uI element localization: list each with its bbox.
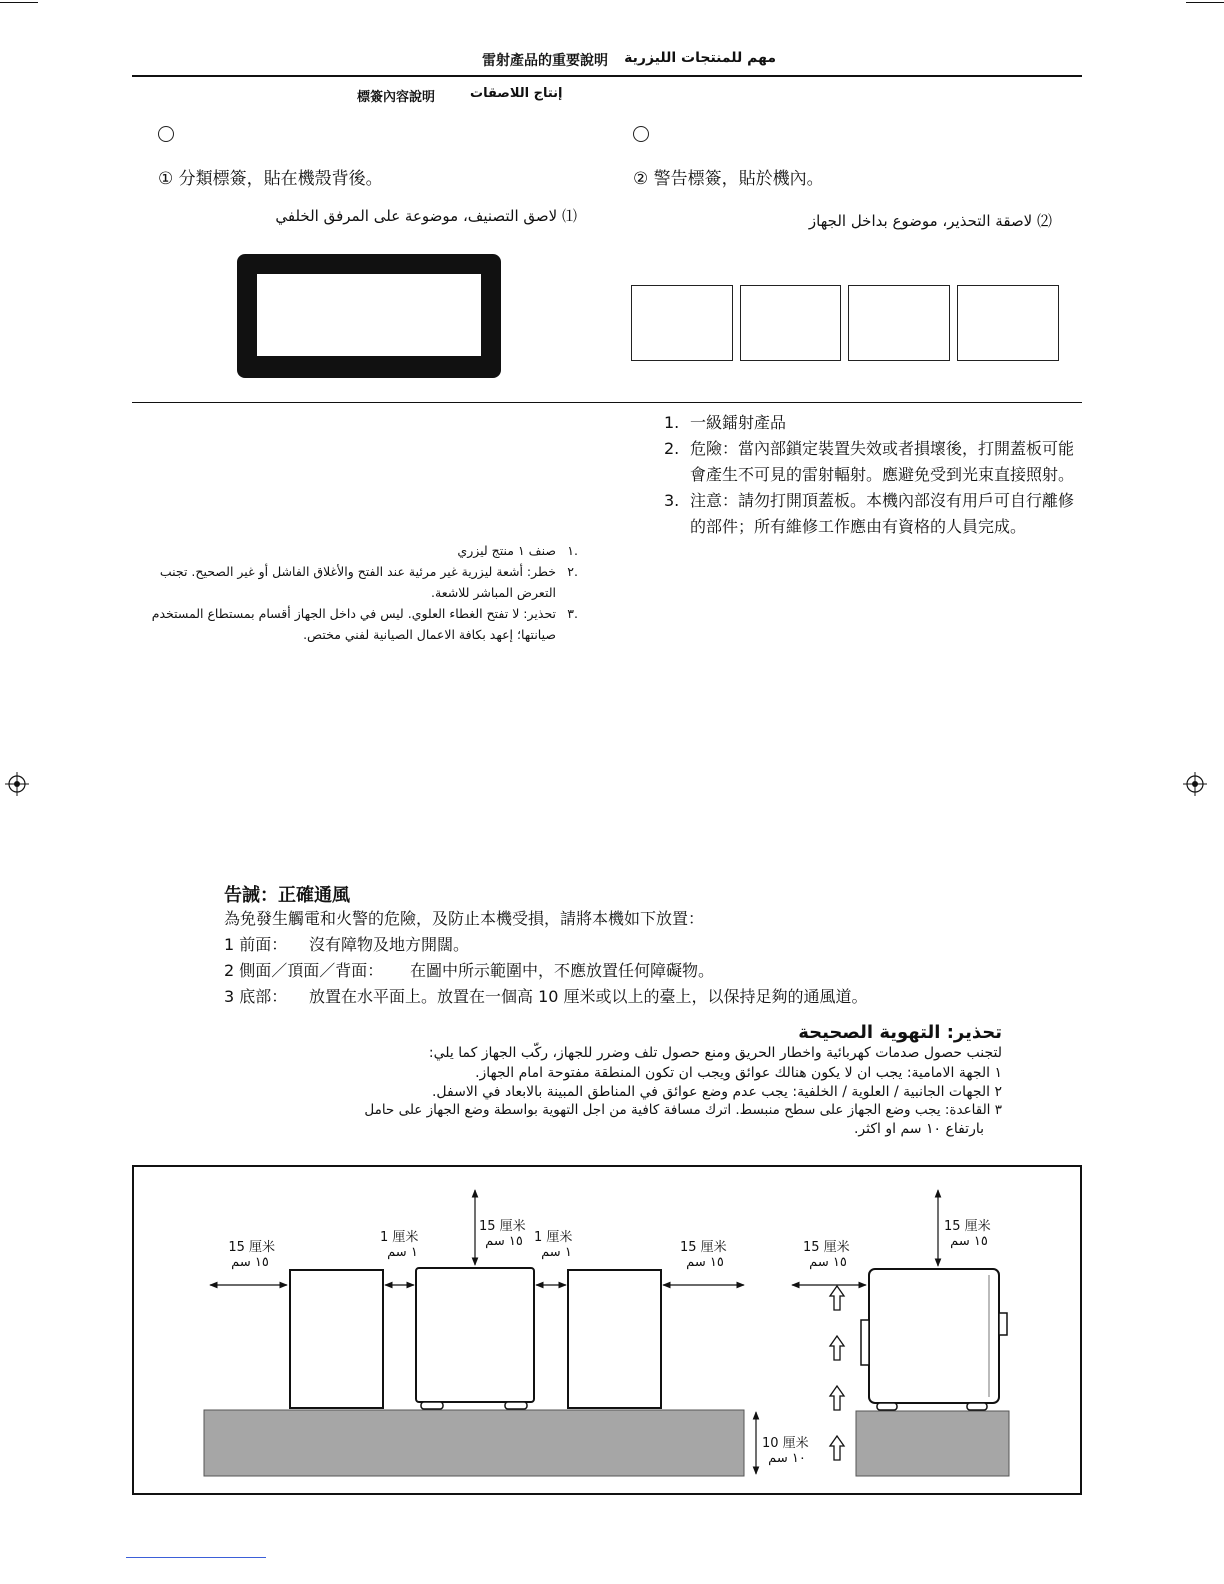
label2-ar: ⑵ لاصقة التحذير، موضوع بداخل الجهاز: [808, 212, 1052, 230]
class1-label-frame: [237, 254, 501, 378]
note-zh: 2. 危險：當內部鎖定裝置失效或者損壞後，打開蓋板可能會產生不可見的雷射輻射。應避免受到光束直接照射。: [664, 439, 1075, 484]
header-title-ar: مهم للمنتجات الليزرية: [624, 50, 776, 66]
dimension-label: 15 厘米 ١٥ سم: [944, 1219, 991, 1249]
dimension-label: 15 厘米 ١٥ سم: [228, 1240, 275, 1270]
dimension-label: 10 厘米 ١٠ سم: [762, 1436, 809, 1466]
unit-foot: [877, 1403, 897, 1410]
ventilation-intro-zh: 為免發生觸電和火警的危險，及防止本機受損，請將本機如下放置：: [224, 909, 705, 928]
ventilation-item-zh: 2 側面／頂面／背面： 在圖中所示範圍中，不應放置任何障礙物。: [224, 961, 715, 980]
warning-label-box: [848, 285, 950, 361]
registration-mark-icon: [1183, 772, 1207, 796]
label2-zh: ② 警告標簽，貼於機內。: [633, 169, 824, 189]
unit-side-knob: [999, 1313, 1007, 1335]
note-ar: .٣ تحذير: لا تفتح الغطاء العلوي. ليس في داخل الجهاز أقسام بمستطاع المستخدم صيانتها؛ إعهد بكافة الاعمال الصيانية لفني مختص.: [151, 606, 578, 642]
warning-label-box: [957, 285, 1059, 361]
footer-blue-line: [126, 1557, 266, 1558]
warning-label-box: [631, 285, 733, 361]
section-rule: [132, 402, 1082, 403]
crop-mark-top-right: [1186, 2, 1224, 3]
header-title-zh: 雷射產品的重要說明: [482, 53, 608, 69]
note-ar: .٢ خطر: أشعة ليزرية غير مرئية عند الفتح والأغلاق الفاشل أو غير الصحيح. تجنب التعرض المباشر للاشعة.: [159, 564, 578, 600]
main-unit-side: [869, 1269, 999, 1403]
label1-zh: ① 分類標簽，貼在機殼背後。: [158, 169, 383, 189]
unit-foot: [421, 1402, 443, 1409]
ventilation-intro-ar: لتجنب حصول صدمات كهربائية واخطار الحريق ومنع حصول تلف وضرر للجهاز، ركّب الجهاز كما يلي:: [428, 1045, 1002, 1061]
unit-side-front-panel: [861, 1320, 869, 1365]
label1-ar: ⑴ لاصق التصنيف، موضوعة على المرفق الخلفي: [275, 207, 577, 225]
notes-zh: [664, 410, 1082, 540]
speaker-left: [290, 1270, 383, 1408]
ventilation-item-zh: 1 前面： 沒有障物及地方開闊。: [224, 935, 470, 954]
note-ar: .١ صنف ١ منتج ليزري: [457, 543, 578, 558]
main-unit-front: [416, 1268, 534, 1402]
ventilation-title-zh: 告誡：正確通風: [224, 885, 350, 906]
label-hole-left: [158, 126, 174, 142]
dimension-label: 15 厘米 ١٥ سم: [803, 1240, 850, 1270]
dimension-label: 1 厘米 ١ سم: [534, 1230, 573, 1260]
base-stand: [856, 1411, 1009, 1476]
note-zh: 3. 注意：請勿打開頂蓋板。本機內部沒有用戶可自行離修的部件；所有維修工作應由有資格的人員完成。: [664, 491, 1075, 536]
ventilation-line-ar: ٢ الجهات الجانبية / العلوية / الخلفية: يجب عدم وضع عوائق في المناطق المبينة بالابعاد في الاسفل.: [431, 1084, 1002, 1100]
label-subtitle-zh: 標簽內容說明: [357, 90, 436, 105]
ventilation-item-zh: 3 底部： 放置在水平面上。放置在一個高 10 厘米或以上的臺上，以保持足夠的通風道。: [224, 987, 868, 1006]
header-rule: [132, 75, 1082, 77]
label-subtitle-ar: إنتاج اللاصقات: [470, 86, 563, 101]
unit-foot: [967, 1403, 987, 1410]
label-hole-right: [633, 126, 649, 142]
note-zh: 1. 一級鐳射產品: [664, 413, 787, 432]
ventilation-line-ar: بارتفاع ١٠ سم او اكثر.: [853, 1121, 984, 1137]
ventilation-line-ar: ٣ القاعدة: يجب وضع الجهاز على سطح منبسط. اترك مسافة كافية من اجل التهوية بواسطة وضع الجهاز على حامل: [364, 1102, 1002, 1118]
speaker-right: [568, 1270, 661, 1408]
dimension-label: 1 厘米 ١ سم: [380, 1230, 419, 1260]
notes-ar: [136, 540, 578, 645]
base-stand: [204, 1410, 744, 1476]
dimension-label: 15 厘米 ١٥ سم: [680, 1240, 727, 1270]
crop-mark-top-left: [0, 2, 38, 3]
dimension-label: 15 厘米 ١٥ سم: [479, 1219, 526, 1249]
ventilation-diagram: [132, 1165, 1082, 1495]
registration-mark-icon: [5, 772, 29, 796]
ventilation-line-ar: ١ الجهة الامامية: يجب ان لا يكون هنالك عوائق ويجب ان تكون المنطقة مفتوحة امام الجهاز.: [475, 1065, 1002, 1081]
ventilation-title-ar: تحذير: التهوية الصحيحة: [798, 1022, 1002, 1043]
unit-foot: [505, 1402, 527, 1409]
warning-label-box: [740, 285, 841, 361]
